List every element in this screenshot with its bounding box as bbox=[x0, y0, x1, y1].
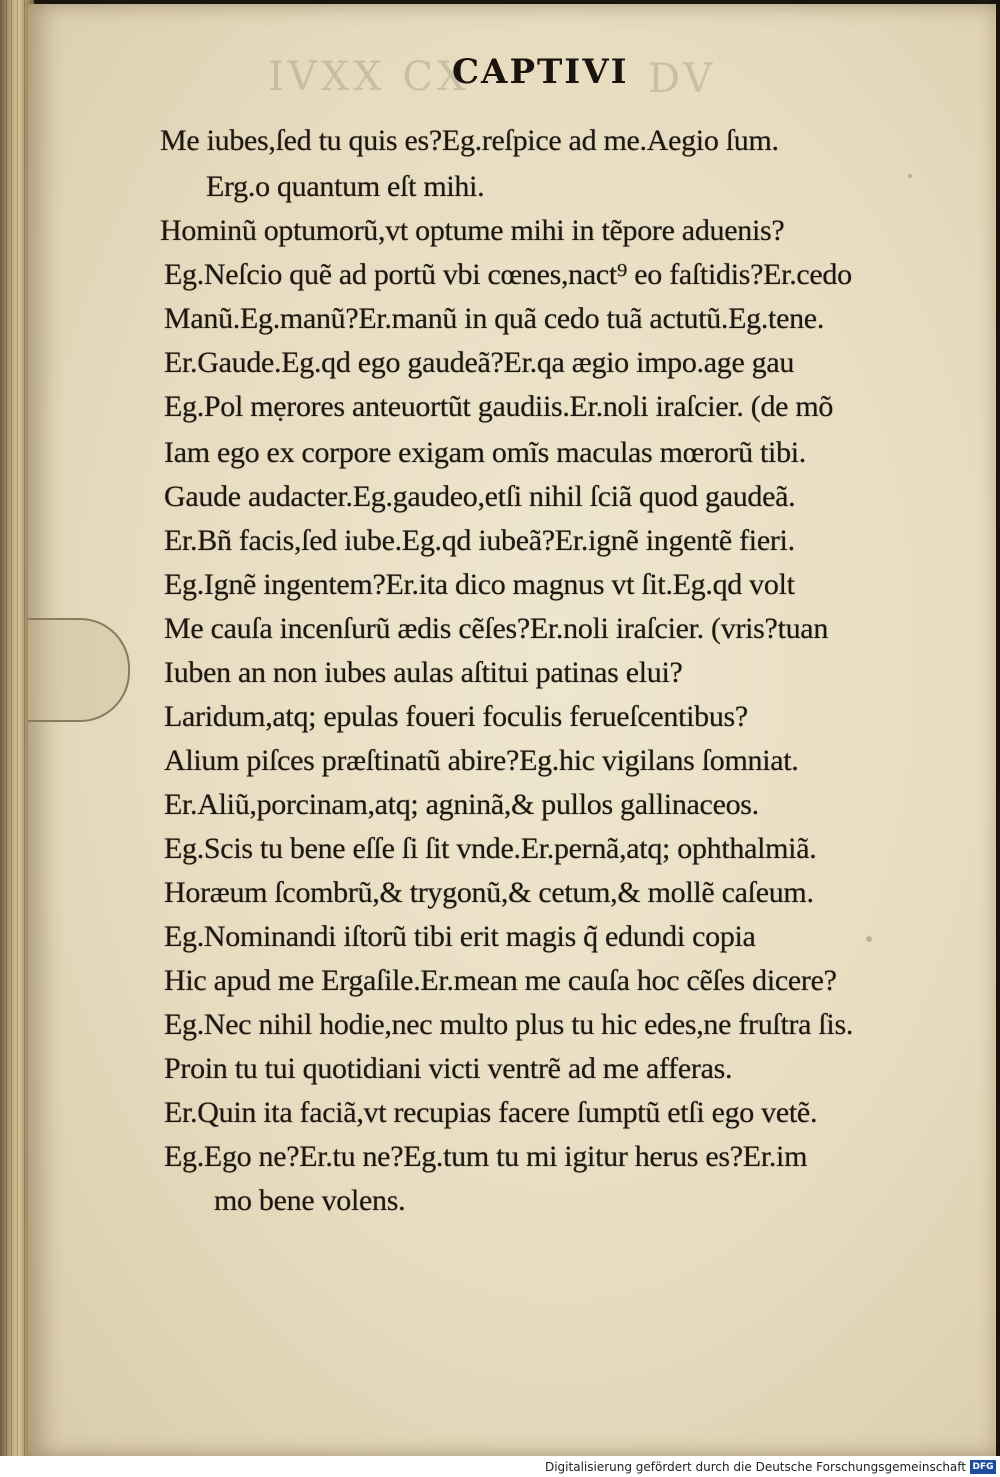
text-line: mo bene volens. bbox=[214, 1184, 406, 1217]
running-head: CAPTIVI bbox=[452, 52, 629, 92]
text-line: Eg.Nominandi iſtorũ tibi erit magis q̃ edundi copia bbox=[164, 920, 756, 953]
text-line: Erg.o quantum eſt mihi. bbox=[206, 170, 485, 203]
text-line: Hic apud me Ergaſile.Er.mean me cauſa hoc cẽſes dicere? bbox=[164, 964, 837, 997]
text-line: Eg.Neſcio quẽ ad portũ vbi cœnes,nact⁹ eo faſtidis?Er.cedo bbox=[164, 258, 852, 291]
text-line: Manũ.Eg.manũ?Er.manũ in quã cedo tuã actutũ.Eg.tene. bbox=[164, 302, 825, 335]
text-line: Hominũ optumorũ,vt optume mihi in tẽpore aduenis? bbox=[160, 214, 785, 247]
text-line: Er.Gaude.Eg.qd ego gaudeã?Er.qa ægio impo.age gau bbox=[164, 346, 795, 379]
text-line: Eg.Pol mẹrores anteuortũt gaudiis.Er.noli iraſcier. (de mõ bbox=[164, 390, 834, 423]
text-line: Laridum,atq; epulas foueri foculis ferueſcentibus? bbox=[164, 700, 748, 733]
text-line: Eg.Ego ne?Er.tu ne?Eg.tum tu mi igitur herus es?Er.im bbox=[164, 1140, 808, 1173]
text-line: Horæum ſcombrũ,& trygonũ,& cetum,& mollẽ caſeum. bbox=[164, 876, 814, 909]
page-tab-marker bbox=[28, 618, 130, 722]
text-line: Er.Aliũ,porcinam,atq; agninã,& pullos gallinaceos. bbox=[164, 788, 759, 821]
bleed-through-text: IVXX CX bbox=[268, 54, 470, 100]
digitization-credit: Digitalisierung gefördert durch die Deutsche Forschungsgemeinschaft bbox=[544, 1460, 966, 1474]
bleed-through-text-right: DV bbox=[648, 56, 717, 102]
text-line: Alium piſces præſtinatũ abire?Eg.hic vigilans ſomniat. bbox=[164, 744, 799, 777]
paper-speck bbox=[866, 936, 872, 942]
text-line: Iam ego ex corpore exigam omĩs maculas mœrorũ tibi. bbox=[164, 436, 807, 469]
text-line: Proin tu tui quotidiani victi ventrẽ ad me afferas. bbox=[164, 1052, 733, 1085]
text-line: Er.Bñ facis,ſed iube.Eg.qd iubeã?Er.ignẽ ingentẽ fieri. bbox=[164, 524, 795, 557]
text-line: Er.Quin ita faciã,vt recupias facere ſumptũ etſi ego vetẽ. bbox=[164, 1096, 818, 1129]
text-line: Eg.Scis tu bene eſſe ſi ſit vnde.Er.pernã,atq; ophthalmiã. bbox=[164, 832, 817, 865]
text-line: Eg.Nec nihil hodie,nec multo plus tu hic edes,ne fruſtra ſis. bbox=[164, 1008, 854, 1041]
text-line: Me iubes,ſed tu quis es?Eg.reſpice ad me.Aegio ſum. bbox=[160, 124, 779, 157]
dfg-logo: DFG bbox=[970, 1460, 996, 1474]
paper-speck bbox=[908, 174, 912, 178]
text-line: Me cauſa incenſurũ ædis cẽſes?Er.noli iraſcier. (vris?tuan bbox=[164, 612, 829, 645]
text-line: Gaude audacter.Eg.gaudeo,etſi nihil ſciã quod gaudeã. bbox=[164, 480, 796, 513]
text-line: Iuben an non iubes aulas aſtitui patinas elui? bbox=[164, 656, 683, 689]
text-line: Eg.Ignẽ ingentem?Er.ita dico magnus vt ſit.Eg.qd volt bbox=[164, 568, 795, 601]
